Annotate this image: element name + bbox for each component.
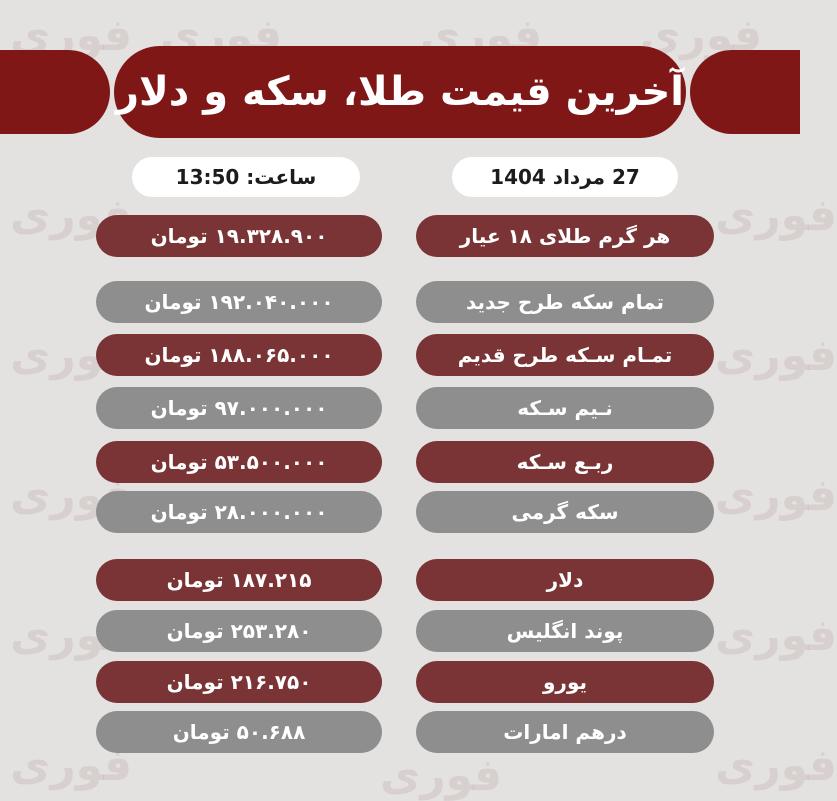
row-label bbox=[416, 610, 714, 652]
watermark-brand: فوری bbox=[10, 10, 133, 61]
label-text: تمام سکه طرح جدید bbox=[465, 290, 665, 314]
watermark-brand: فوری bbox=[640, 10, 763, 61]
price-text: ۲۱۶.۷۵۰ تومان bbox=[166, 670, 312, 694]
watermark-brand: فوری bbox=[715, 740, 837, 791]
row-price bbox=[96, 491, 382, 533]
row-price bbox=[96, 661, 382, 703]
row-price bbox=[96, 387, 382, 429]
row-label bbox=[416, 711, 714, 753]
price-text: ۱۹.۳۲۸.۹۰۰ تومان bbox=[150, 224, 328, 248]
row-price bbox=[96, 215, 382, 257]
price-text: ۵۳.۵۰۰.۰۰۰ تومان bbox=[150, 450, 328, 474]
row-price bbox=[96, 281, 382, 323]
watermark-brand: فوری bbox=[715, 610, 837, 661]
row-price bbox=[96, 441, 382, 483]
price-text: ۵۰.۶۸۸ تومان bbox=[172, 720, 306, 744]
price-text: ۲۵۳.۲۸۰ تومان bbox=[166, 619, 312, 643]
row-label bbox=[416, 559, 714, 601]
watermark-brand: فوری bbox=[380, 750, 503, 801]
label-text: درهم امارات bbox=[503, 720, 627, 744]
watermark-brand: فوری bbox=[10, 190, 133, 241]
label-text: دلار bbox=[546, 568, 584, 592]
watermark-brand: فوری bbox=[10, 740, 133, 791]
date-badge bbox=[452, 157, 678, 197]
label-text: یورو bbox=[543, 670, 587, 694]
header-accent-right bbox=[690, 50, 800, 134]
watermark-brand: فوری bbox=[420, 10, 543, 61]
watermark-brand: فوری bbox=[10, 470, 133, 521]
price-text: ۱۸۷.۲۱۵ تومان bbox=[166, 568, 312, 592]
watermark-brand: فوری bbox=[715, 470, 837, 521]
row-label bbox=[416, 661, 714, 703]
row-label bbox=[416, 281, 714, 323]
row-label bbox=[416, 387, 714, 429]
label-text: ربـع سـکه bbox=[516, 450, 614, 474]
label-text: تمـام سـکه طرح قدیم bbox=[457, 343, 673, 367]
row-label bbox=[416, 334, 714, 376]
time-text: ساعت: 13:50 bbox=[175, 165, 317, 189]
watermark-brand: فوری bbox=[715, 190, 837, 241]
row-price bbox=[96, 711, 382, 753]
row-label bbox=[416, 491, 714, 533]
time-badge bbox=[132, 157, 360, 197]
label-text: نـیم سـکه bbox=[517, 396, 613, 420]
label-text: پوند انگلیس bbox=[506, 619, 624, 643]
price-text: ۱۸۸.۰۶۵.۰۰۰ تومان bbox=[144, 343, 334, 367]
page-title: آخرین قیمت طلا، سکه و دلار bbox=[115, 69, 685, 115]
title-banner bbox=[114, 46, 686, 138]
watermark-brand: فوری bbox=[10, 610, 133, 661]
row-price bbox=[96, 610, 382, 652]
price-text: ۹۷.۰۰۰.۰۰۰ تومان bbox=[150, 396, 328, 420]
row-label bbox=[416, 441, 714, 483]
watermark-brand: فوری bbox=[10, 330, 133, 381]
label-text: هر گرم طلای ۱۸ عیار bbox=[459, 224, 671, 248]
header-accent-left bbox=[0, 50, 110, 134]
price-text: ۲۸.۰۰۰.۰۰۰ تومان bbox=[150, 500, 328, 524]
label-text: سکه گرمی bbox=[511, 500, 619, 524]
row-price bbox=[96, 559, 382, 601]
row-price bbox=[96, 334, 382, 376]
watermark-brand: فوری bbox=[160, 10, 283, 61]
price-text: ۱۹۲.۰۴۰.۰۰۰ تومان bbox=[144, 290, 334, 314]
date-text: 27 مرداد 1404 bbox=[490, 165, 640, 189]
row-label bbox=[416, 215, 714, 257]
watermark-brand: فوری bbox=[715, 330, 837, 381]
